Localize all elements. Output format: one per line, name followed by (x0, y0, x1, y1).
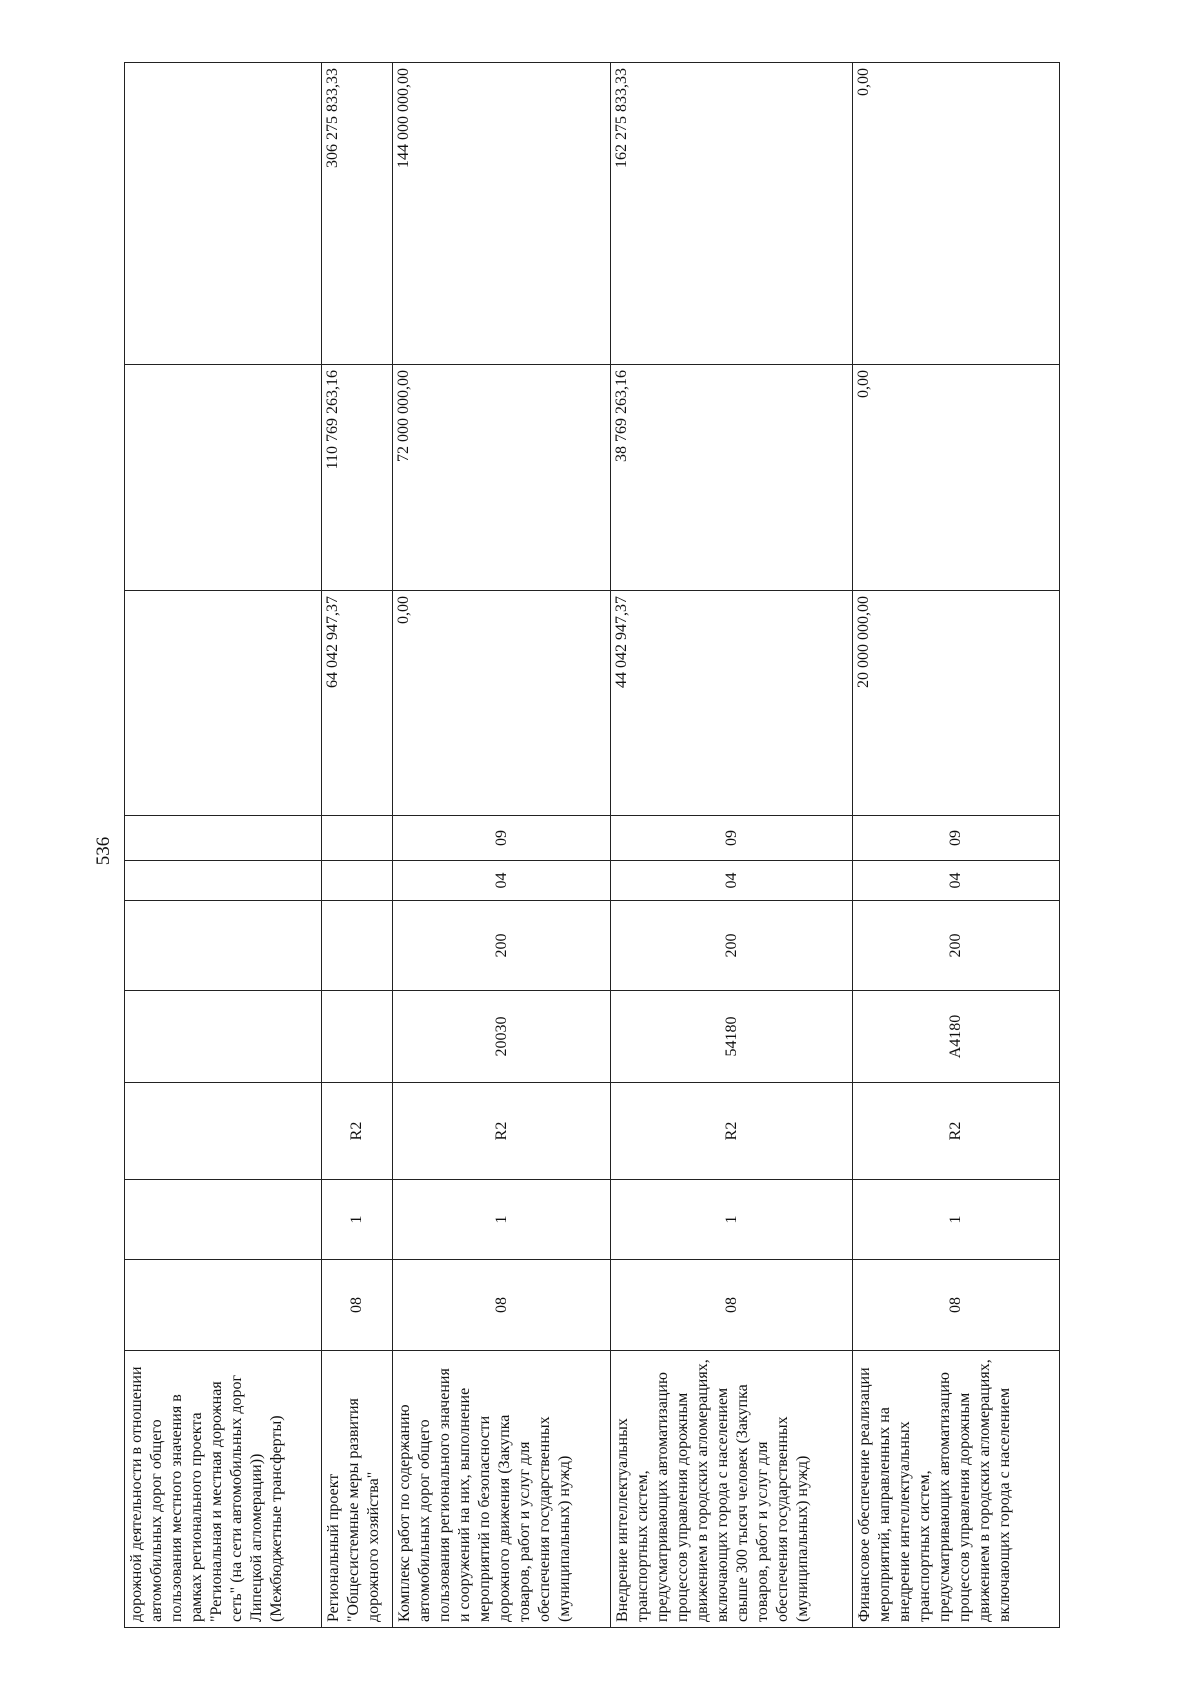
chapter-code: 04 (393, 861, 611, 901)
amount-year-1: 20 000 000,00 (853, 591, 1060, 816)
row-name: Региональный проект "Общесистемные меры развития дорожного хозяйства" (322, 1351, 393, 1628)
amount-year-2: 110 769 263,16 (322, 365, 393, 591)
expense-type-code: 200 (393, 901, 611, 991)
chapter-code: 04 (611, 861, 853, 901)
chapter-code (125, 861, 322, 901)
table-row (611, 63, 853, 1628)
amount-year-1: 44 042 947,37 (611, 591, 853, 816)
amount-year-3: 162 275 833,33 (611, 63, 853, 365)
section-code: 08 (393, 1260, 611, 1351)
row-name: Внедрение интеллектуальных транспортных систем, предусматривающих автоматизацию процессов управления дорожным движением в городских агломерациях, включающих города с населением свыше 300 тысяч человек (Закупка товаров, работ и услуг для обеспечения государственных (муниципальных) нужд) (611, 1351, 853, 1628)
amount-year-1: 64 042 947,37 (322, 591, 393, 816)
amount-year-1 (125, 591, 322, 816)
chapter-code: 04 (853, 861, 1060, 901)
row-name: Финансовое обеспечение реализации мероприятий, направленных на внедрение интеллектуальных транспортных систем, предусматривающих автоматизацию процессов управления дорожным движением в городских агломерациях, включающих города с населением (853, 1351, 1060, 1628)
amount-year-3 (125, 63, 322, 365)
direction-code: 54180 (611, 991, 853, 1083)
expense-type-code (125, 901, 322, 991)
chapter-code (322, 861, 393, 901)
row-name: Комплекс работ по содержанию автомобильных дорог общего пользования регионального значения и сооружений на них, выполнение мероприятий по безопасности дорожного движения (Закупка товаров, работ и услуг для обеспечения государственных (муниципальных) нужд) (393, 1351, 611, 1628)
amount-year-3: 144 000 000,00 (393, 63, 611, 365)
table-row (125, 63, 322, 1628)
row-name: дорожной деятельности в отношении автомобильных дорог общего пользования местного значения в рамках регионального проекта "Региональная и местная дорожная сеть" (на сети автомобильных дорог Липецкой агломерации)) (Межбюджетные трансферты) (125, 1351, 322, 1628)
expense-type-code (322, 901, 393, 991)
program-code: 1 (853, 1180, 1060, 1260)
direction-code (322, 991, 393, 1083)
amount-year-3: 306 275 833,33 (322, 63, 393, 365)
page-number: 536 (93, 836, 114, 866)
section-code: 08 (611, 1260, 853, 1351)
section-code (125, 1260, 322, 1351)
program-code: 1 (611, 1180, 853, 1260)
amount-year-3: 0,00 (853, 63, 1060, 365)
amount-year-2 (125, 365, 322, 591)
amount-year-2: 38 769 263,16 (611, 365, 853, 591)
amount-year-1: 0,00 (393, 591, 611, 816)
table-row (322, 63, 393, 1628)
project-code: R2 (853, 1083, 1060, 1180)
expense-type-code: 200 (611, 901, 853, 991)
program-code: 1 (393, 1180, 611, 1260)
subchapter-code (322, 816, 393, 861)
section-code: 08 (853, 1260, 1060, 1351)
subchapter-code: 09 (611, 816, 853, 861)
project-code: R2 (322, 1083, 393, 1180)
direction-code: 20030 (393, 991, 611, 1083)
budget-table (124, 62, 1060, 1628)
subchapter-code: 09 (853, 816, 1060, 861)
program-code (125, 1180, 322, 1260)
table-row (853, 63, 1060, 1628)
direction-code: A4180 (853, 991, 1060, 1083)
subchapter-code (125, 816, 322, 861)
table-row (393, 63, 611, 1628)
direction-code (125, 991, 322, 1083)
expense-type-code: 200 (853, 901, 1060, 991)
program-code: 1 (322, 1180, 393, 1260)
subchapter-code: 09 (393, 816, 611, 861)
amount-year-2: 0,00 (853, 365, 1060, 591)
project-code: R2 (611, 1083, 853, 1180)
amount-year-2: 72 000 000,00 (393, 365, 611, 591)
rotated-table-wrapper (124, 63, 1059, 1628)
project-code: R2 (393, 1083, 611, 1180)
section-code: 08 (322, 1260, 393, 1351)
project-code (125, 1083, 322, 1180)
